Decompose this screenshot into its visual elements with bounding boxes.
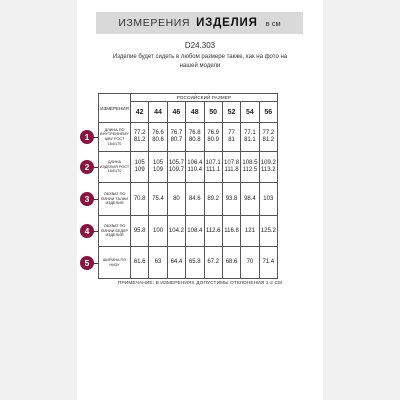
row-number-badge: 4: [80, 224, 94, 238]
value-cell: 77.2 81.2: [131, 123, 149, 152]
table-row: [99, 152, 278, 183]
value-cell: 76.7 80.7: [167, 123, 185, 152]
value-cell: 125.2: [259, 216, 277, 247]
value-cell: 70: [241, 247, 259, 279]
measurement-label: ДЛИНА ПО ВНУТРЕННЕМУ ШВУ РОСТ 164/170: [99, 123, 131, 152]
table-row: [99, 216, 278, 247]
size-header-cell: 42: [131, 102, 149, 123]
tolerance-note: ПРИМЕЧАНИЕ: В ИЗМЕРЕНИЯХ ДОПУСТИМЫ ОТКЛОНЕНИЯ 1-2 СМ: [117, 281, 283, 286]
measurements-header: ИЗМЕРЕНИЯ: [99, 94, 131, 123]
row-number-badge: 2: [80, 160, 94, 174]
title-measurements: ИЗМЕРЕНИЯ: [118, 17, 191, 29]
value-cell: 104.2: [167, 216, 185, 247]
value-cell: 112.6: [204, 216, 222, 247]
size-header-cell: 56: [259, 102, 277, 123]
value-cell: 105 109: [131, 152, 149, 183]
fit-note: Изделие будет сидеть в любом размере также, как на фото на нашей модели: [112, 54, 288, 69]
measurement-label: ДЛИНА ИЗДЕЛИЯ РОСТ 164/170: [99, 152, 131, 183]
size-chart-sheet: [77, 0, 323, 400]
value-cell: 107.8 111.8: [222, 152, 240, 183]
title-unit: в см: [265, 18, 281, 28]
value-cell: 61.6: [131, 247, 149, 279]
value-cell: 93.8: [222, 183, 240, 216]
size-table: [98, 93, 278, 279]
value-cell: 106.4 110.4: [186, 152, 204, 183]
value-cell: 80: [167, 183, 185, 216]
value-cell: 65.8: [186, 247, 204, 279]
value-cell: 67.2: [204, 247, 222, 279]
value-cell: 76.9 80.9: [204, 123, 222, 152]
size-header-cell: 54: [241, 102, 259, 123]
value-cell: 95.8: [131, 216, 149, 247]
value-cell: 76.6 80.6: [149, 123, 167, 152]
value-cell: 105.7 109.7: [167, 152, 185, 183]
article-code: D24.303: [184, 41, 216, 50]
value-cell: 63: [149, 247, 167, 279]
row-number-badge: 1: [80, 130, 94, 144]
value-cell: 107.1 111.1: [204, 152, 222, 183]
size-header-cell: 48: [186, 102, 204, 123]
value-cell: 121: [241, 216, 259, 247]
value-cell: 108.5 112.5: [241, 152, 259, 183]
row-number-badge: 3: [80, 192, 94, 206]
value-cell: 98.4: [241, 183, 259, 216]
value-cell: 64.4: [167, 247, 185, 279]
value-cell: 68.6: [222, 247, 240, 279]
size-header-cell: 44: [149, 102, 167, 123]
value-cell: 76.8 80.8: [186, 123, 204, 152]
title-bar: [96, 12, 303, 34]
measurement-label: ОБХВАТ ПО ЛИНИИ БЕДЕР ИЗДЕЛИЯ: [99, 216, 131, 247]
measurement-label: ОБХВАТ ПО ЛИНИИ ТАЛИИ ИЗДЕЛИЯ: [99, 183, 131, 216]
value-cell: 77.2 81.2: [259, 123, 277, 152]
row-number-badge: 5: [80, 256, 94, 270]
value-cell: 77.1 81.1: [241, 123, 259, 152]
value-cell: 105 109: [149, 152, 167, 183]
value-cell: 71.4: [259, 247, 277, 279]
value-cell: 116.8: [222, 216, 240, 247]
value-cell: 75.4: [149, 183, 167, 216]
russian-size-header: РОССИЙСКИЙ РАЗМЕР: [131, 94, 278, 102]
value-cell: 77 81: [222, 123, 240, 152]
value-cell: 109.2 113.2: [259, 152, 277, 183]
size-header-cell: 46: [167, 102, 185, 123]
value-cell: 108.4: [186, 216, 204, 247]
size-header-cell: 50: [204, 102, 222, 123]
size-header-cell: 52: [222, 102, 240, 123]
table-row: [99, 183, 278, 216]
value-cell: 100: [149, 216, 167, 247]
table-row: [99, 123, 278, 152]
value-cell: 89.2: [204, 183, 222, 216]
value-cell: 103: [259, 183, 277, 216]
table-row: [99, 247, 278, 279]
value-cell: 70.8: [131, 183, 149, 216]
title-garment: ИЗДЕЛИЯ: [196, 17, 258, 29]
measurement-label: ШИРИНА ПО НИЗУ: [99, 247, 131, 279]
value-cell: 84.6: [186, 183, 204, 216]
